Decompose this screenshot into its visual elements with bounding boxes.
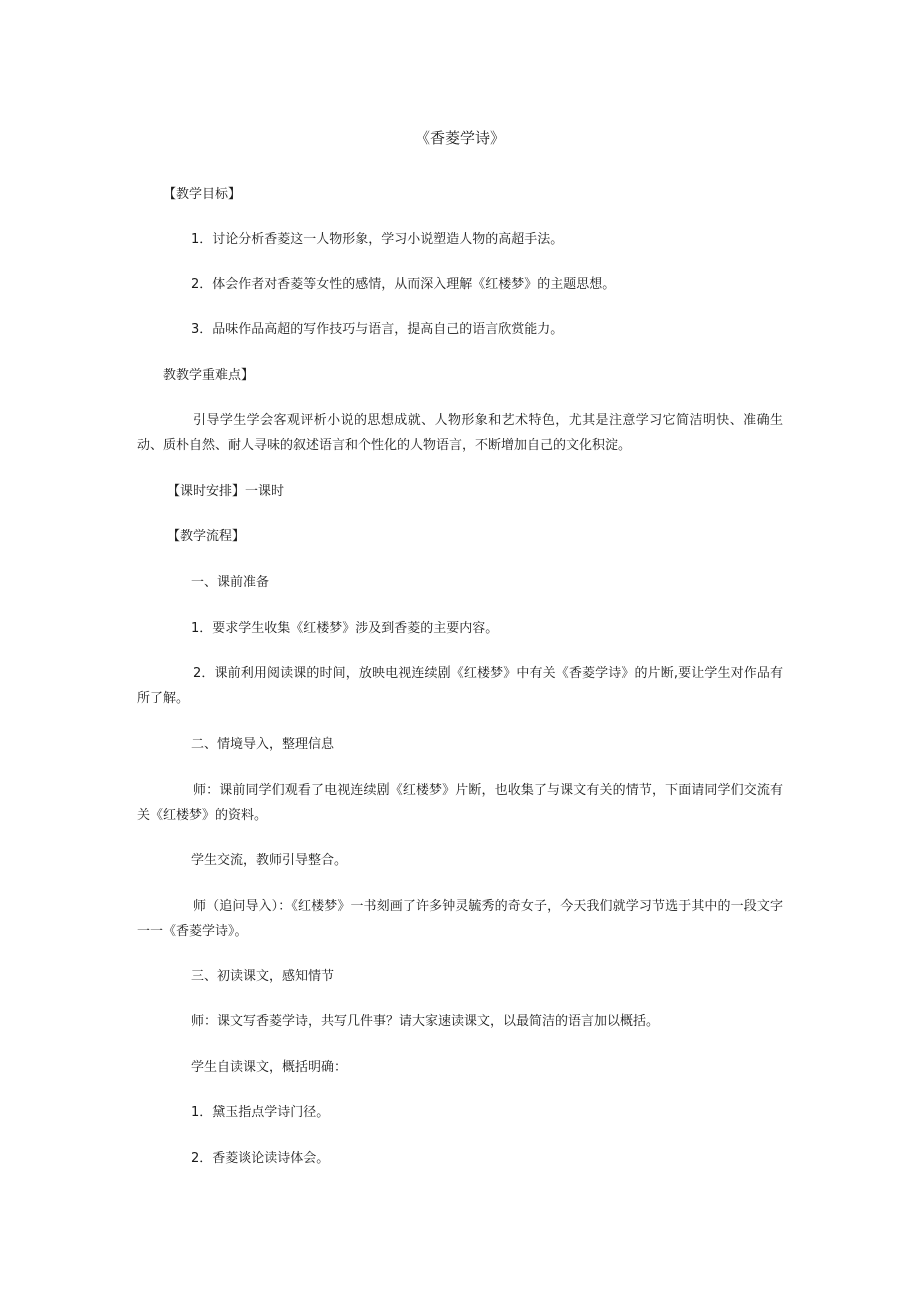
section-3-paragraph-1: 师：课文写香菱学诗，共写几件事？请大家速读课文，以最简洁的语言加以概括。 (191, 1014, 660, 1029)
section-1-heading: 一、课前准备 (191, 575, 270, 590)
key-points-heading: 教教学重难点】 (163, 368, 255, 383)
section-1-item-1: 1．要求学生收集《红楼梦》涉及到香菱的主要内容。 (191, 621, 499, 636)
document-title: 《香菱学诗》 (414, 129, 505, 147)
section-2-paragraph-1: 师：课前同学们观看了电视连续剧《红楼梦》片断，也收集了与课文有关的情节，下面请同学们交流有关《红楼梦》的资料。 (137, 783, 783, 823)
section-3-paragraph-2: 学生自读课文，概括明确： (191, 1060, 348, 1075)
schedule-line: 【课时安排】一课时 (167, 484, 285, 499)
section-2-paragraph-3: 师（追问导入）：《红楼梦》一书刻画了许多钟灵毓秀的奇女子，今天我们就学习节选于其中的一段文字一一《香菱学诗》。 (137, 899, 783, 939)
flow-heading: 【教学流程】 (167, 529, 246, 544)
objective-item-2: 2．体会作者对香菱等女性的感情，从而深入理解《红楼梦》的主题思想。 (191, 277, 616, 292)
section-2-heading: 二、情境导入，整理信息 (191, 737, 335, 752)
section-3-item-2: 2．香菱谈论读诗体会。 (191, 1151, 330, 1166)
section-1-item-2: 2．课前利用阅读课的时间，放映电视连续剧《红楼梦》中有关《香菱学诗》的片断,要让学生对作品有所了解。 (137, 666, 783, 706)
objective-item-3: 3．品味作品高超的写作技巧与语言，提高自己的语言欣赏能力。 (191, 322, 564, 337)
objective-item-1: 1．讨论分析香菱这一人物形象，学习小说塑造人物的高超手法。 (191, 232, 564, 247)
section-3-item-1: 1．黛玉指点学诗门径。 (191, 1105, 330, 1120)
key-points-paragraph: 引导学生学会客观评析小说的思想成就、人物形象和艺术特色，尤其是注意学习它简洁明快、准确生动、质朴自然、耐人寻味的叙述语言和个性化的人物语言，不断增加自己的文化积淀。 (137, 413, 783, 453)
section-3-heading: 三、初读课文，感知情节 (191, 969, 335, 984)
objectives-heading: 【教学目标】 (163, 187, 242, 202)
section-2-paragraph-2: 学生交流，教师引导整合。 (191, 853, 348, 868)
